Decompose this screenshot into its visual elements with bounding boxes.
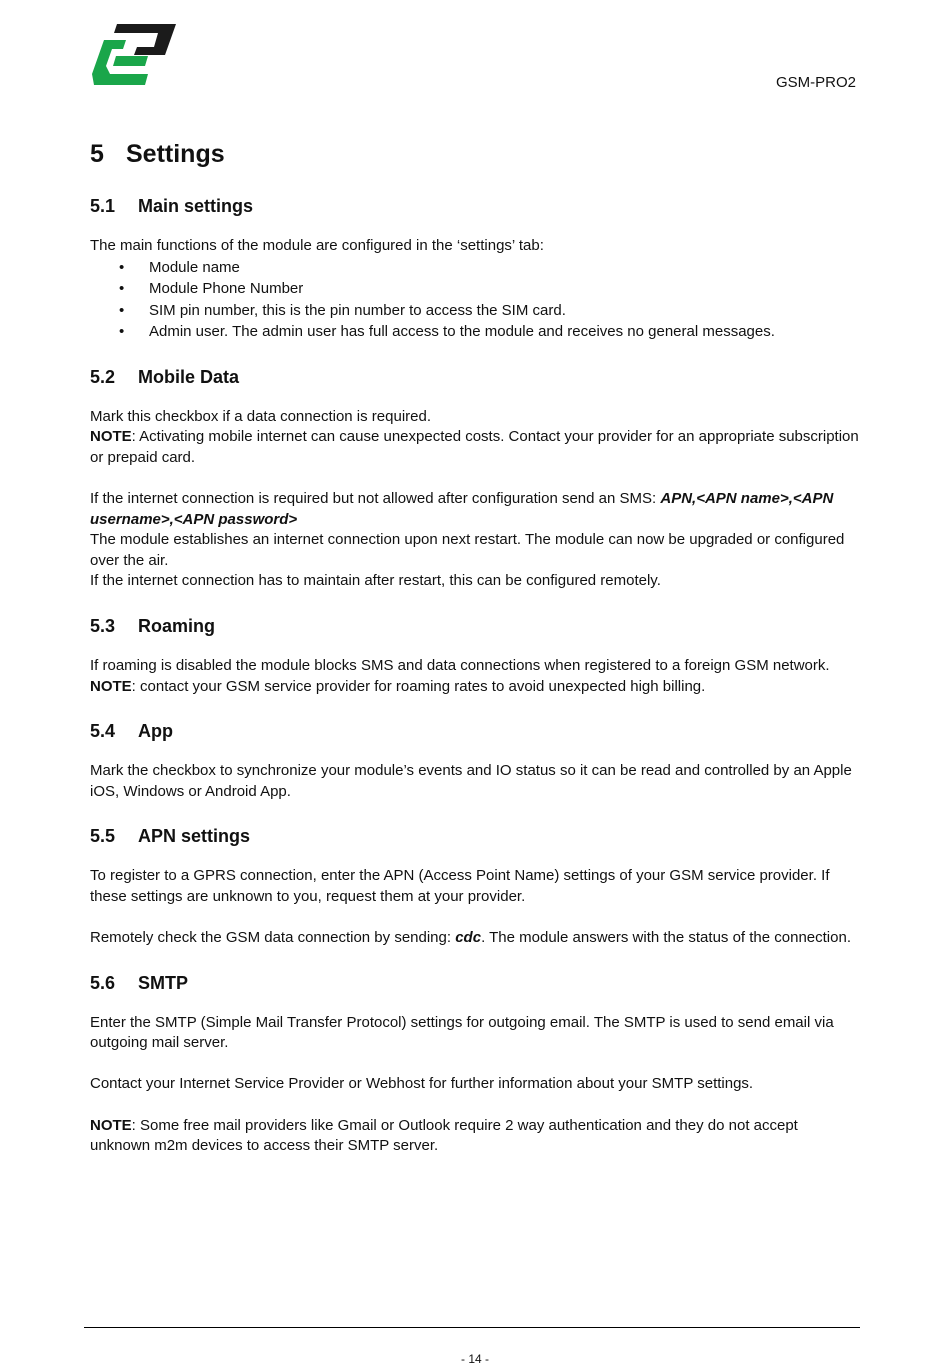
section-apn-settings <box>90 823 860 948</box>
section-heading <box>90 193 860 219</box>
section-number: 5.6 <box>90 972 116 993</box>
section-number: 5.5 <box>90 826 116 847</box>
note-label: NOTE <box>90 1116 132 1134</box>
sms-command: cdc <box>455 929 482 947</box>
section-title: Mobile Data <box>138 366 240 387</box>
sms-command: APN,<APN name>,<APN username>,<APN password> <box>90 489 834 528</box>
paragraph: If the internet connection has to maintain after restart, this can be configured remotely. <box>90 572 661 590</box>
paragraph-text: . The module answers with the status of the connection. <box>481 929 851 947</box>
paragraph: If roaming is disabled the module blocks SMS and data connections when registered to a foreign GSM network. <box>90 656 830 674</box>
note-text: : Activating mobile internet can cause unexpected costs. Contact your provider for an appropriate subscription or prepaid card. <box>90 428 859 466</box>
section-heading <box>90 364 860 390</box>
note-label: NOTE <box>90 677 132 695</box>
section-mobile-data <box>90 364 860 592</box>
paragraph: The main functions of the module are configured in the ‘settings’ tab: <box>90 237 544 254</box>
paragraph-text: Remotely check the GSM data connection by sending: <box>90 929 456 947</box>
note-text: : contact your GSM service provider for roaming rates to avoid unexpected high billing. <box>131 677 706 695</box>
section-number: 5.2 <box>90 366 116 387</box>
section-heading <box>90 970 860 996</box>
section-title: SMTP <box>138 972 189 993</box>
list-item: • Admin user. The admin user has full access to the module and receives no general messages. <box>90 321 860 343</box>
section-heading <box>90 613 860 639</box>
company-logo-icon <box>90 22 176 86</box>
paragraph <box>90 928 860 949</box>
bullet-list <box>90 257 860 343</box>
footer-divider <box>84 1327 860 1328</box>
paragraph: The module establishes an internet connection upon next restart. The module can now be upgraded or configured over the air. <box>90 531 845 569</box>
section-main-settings <box>90 193 860 343</box>
section-title: Main settings <box>138 196 254 216</box>
section-app <box>90 718 860 802</box>
paragraph: To register to a GPRS connection, enter the APN (Access Point Name) settings of your GSM service provider. If these settings are unknown to you, request them at your provider. <box>90 867 830 905</box>
note-label: NOTE <box>90 428 132 446</box>
paragraph: Mark the checkbox to synchronize your module’s events and IO status so it can be read and controlled by an Apple iOS, Windows or Android App. <box>90 762 852 800</box>
chapter-heading <box>90 137 860 171</box>
page-content <box>90 137 860 1157</box>
paragraph: Contact your Internet Service Provider or Webhost for further information about your SMTP settings. <box>90 1075 754 1093</box>
note-text: : Some free mail providers like Gmail or Outlook require 2 way authentication and they do not accept unknown m2m devices to access their SMTP server. <box>90 1116 798 1155</box>
list-item: • Module name <box>90 257 860 279</box>
paragraph: Enter the SMTP (Simple Mail Transfer Protocol) settings for outgoing email. The SMTP is used to send email via outgoing mail server. <box>90 1013 834 1052</box>
section-number: 5.3 <box>90 615 116 636</box>
note-paragraph <box>90 427 860 468</box>
paragraph: Mark this checkbox if a data connection is required. <box>90 407 432 425</box>
section-roaming <box>90 613 860 697</box>
document-code: GSM-PRO2 <box>775 74 856 91</box>
paragraph <box>90 489 860 530</box>
chapter-number: 5 <box>90 140 104 168</box>
paragraph-text: If the internet connection is required but not allowed after configuration send an SMS: <box>90 489 661 507</box>
list-item: • Module Phone Number <box>90 278 860 300</box>
section-number: 5.4 <box>90 721 116 742</box>
page-number: - 14 - <box>460 1352 489 1366</box>
section-smtp <box>90 970 860 1157</box>
section-number: 5.1 <box>90 196 116 216</box>
note-paragraph <box>90 1116 860 1157</box>
note-paragraph <box>90 677 860 698</box>
section-title: APN settings <box>138 826 251 847</box>
chapter-title: Settings <box>126 140 225 168</box>
list-item: • SIM pin number, this is the pin number to access the SIM card. <box>90 300 860 322</box>
section-heading <box>90 718 860 744</box>
section-title: App <box>138 721 173 742</box>
section-heading <box>90 823 860 849</box>
section-title: Roaming <box>138 615 216 636</box>
